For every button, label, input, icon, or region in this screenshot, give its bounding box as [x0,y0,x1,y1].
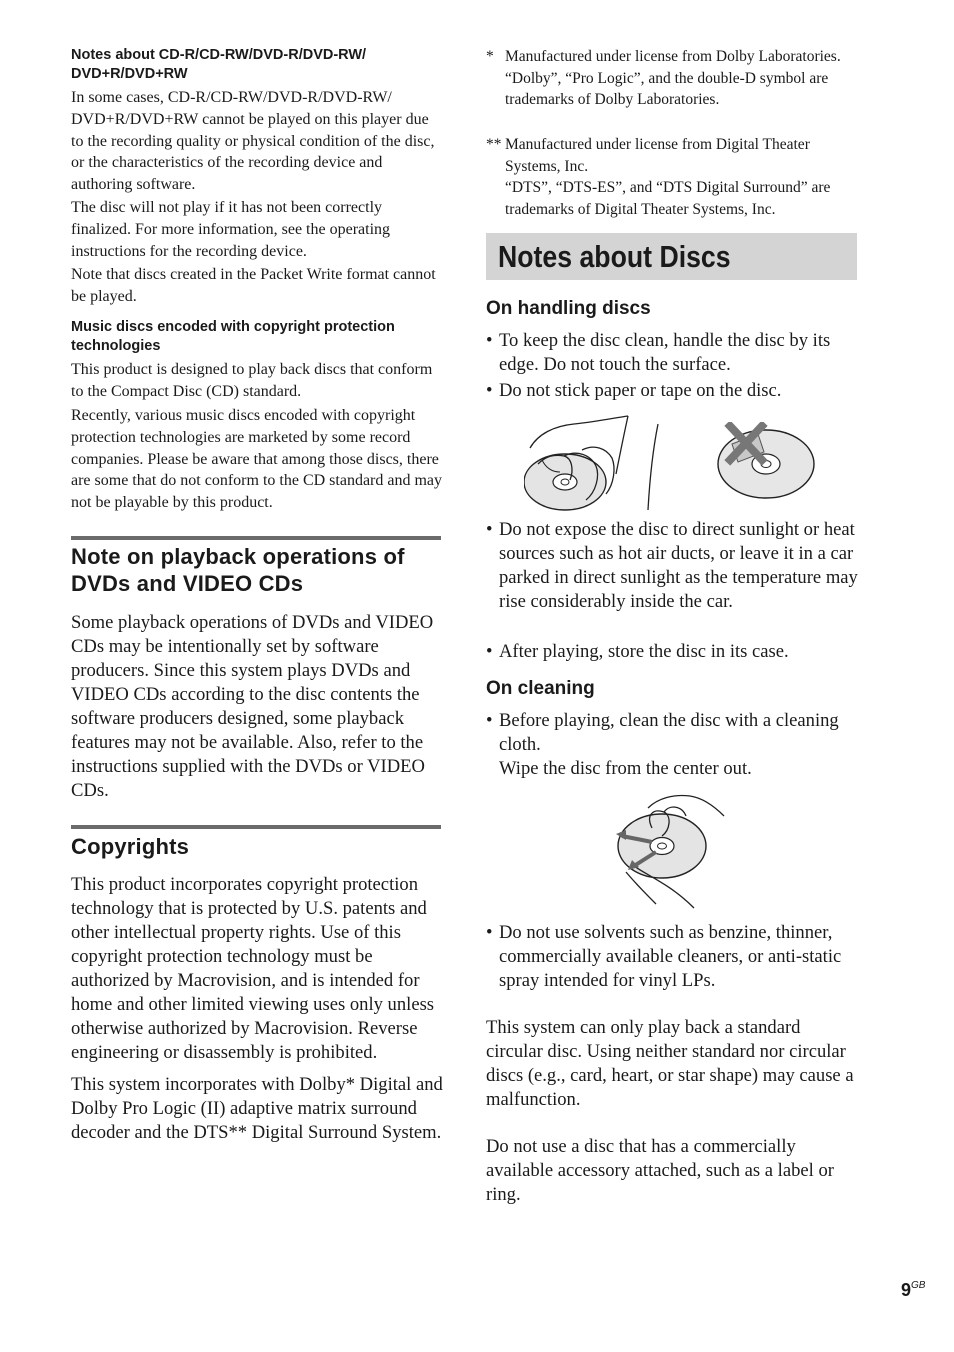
playback-paragraph: Some playback operations of DVDs and VIDEO CDs may be intentionally set by software producers. Since this system plays DVDs and VIDEO CDs according to the disc contents the software producers designed, some playback features may not be available. Also, refer to the instructions supplied with the DVDs or VIDEO CDs. [71,612,434,801]
bullet-symbol: • [486,380,493,401]
disc-cleaning-illustration [612,794,732,910]
footnote-dts [486,134,858,222]
page-number: $9^{GB}$ [901,1280,926,1300]
disc-with-tape-prohibited-illustration [716,422,816,500]
notes-cdr-paragraph-3: Note that discs created in the Packet Write format cannot be played. [71,266,436,305]
footnote-dolby [486,46,858,132]
bullet-text: To keep the disc clean, handle the disc by its edge. Do not touch the surface. [499,330,831,375]
copyrights-paragraph-1: This product incorporates copyright protection technology that is protected by U.S. patents and other intellectual property rights. Use of this copyright protection technology must be authorized by Macrovision, and is intended for home and other limited viewing uses only unless otherwise authorized by Macrovision. Reverse engineering or disassembly is prohibited. [71,874,435,1063]
footnote-mark: * [486,48,494,65]
notes-cdr-paragraph-1: In some cases, CD-R/CD-RW/DVD-R/DVD-RW/ DVD+R/DVD+RW cannot be played on this player due to the recording quality or physical condition of the disc, or the characteristics of the recording device and authoring software. [71,89,435,194]
discs-title-banner [486,233,857,280]
footnote-text: Manufactured under license from Digital Theater Systems, Inc. “DTS”, “DTS-ES”, and “DTS Digital Surround” are trademarks of Digital Theater Systems, Inc. [505,136,831,218]
notes-cdr-heading: Notes about CD-R/CD-RW/DVD-R/DVD-RW/ DVD+R/DVD+RW [71,47,367,82]
bullet-text: Do not stick paper or tape on the disc. [499,380,782,401]
playback-section-heading: Note on playback operations of DVDs and VIDEO CDs [71,544,405,596]
bullet-symbol: • [486,519,493,540]
copyrights-paragraph-2: This system incorporates with Dolby* Digital and Dolby Pro Logic (II) adaptive matrix surround decoder and the DTS** Digital Surround System. [71,1074,443,1143]
bullet-text: Do not expose the disc to direct sunlight or heat sources such as hot air ducts, or leave it in a car parked in direct sunlight as the temperature may rise considerably inside the car. [499,519,858,612]
circular-disc-paragraph: This system can only play back a standard circular disc. Using neither standard nor circular discs (e.g., card, heart, or star shape) may cause a malfunction. [486,1017,854,1110]
copyrights-section-rule [71,825,441,829]
bullet-text: After playing, store the disc in its case. [499,641,789,662]
bullet-symbol: • [486,922,493,943]
bullet-symbol: • [486,330,493,351]
footnote-text: Manufactured under license from Dolby Laboratories. “Dolby”, “Pro Logic”, and the double-D symbol are trademarks of Dolby Laboratories. [505,48,841,109]
discs-title: Notes about Discs [498,239,731,274]
bullet-text: Before playing, clean the disc with a cleaning cloth. Wipe the disc from the center out. [499,710,839,779]
music-discs-paragraph-2: Recently, various music discs encoded with copyright protection technologies are marketed by some record companies. Please be aware that among those discs, there are some that do not conform to the CD standard and may not be playable by this product. [71,407,443,512]
handling-heading: On handling discs [486,298,651,319]
bullet-symbol: • [486,641,493,662]
bullet-text: Do not use solvents such as benzine, thinner, commercially available cleaners, or anti-static spray intended for vinyl LPs. [499,922,842,991]
music-discs-paragraph-1: This product is designed to play back discs that conform to the Compact Disc (CD) standard. [71,361,433,400]
page-suffix: GB [911,1280,926,1291]
bullet-symbol: • [486,710,493,731]
footnote-mark: ** [486,136,502,153]
cleaning-heading: On cleaning [486,678,595,699]
music-discs-heading: Music discs encoded with copyright protection technologies [71,319,395,354]
hand-holding-disc-illustration [524,414,664,512]
copyrights-heading: Copyrights [71,834,190,859]
playback-section-rule [71,536,441,540]
accessory-paragraph: Do not use a disc that has a commercially available accessory attached, such as a label or ring. [486,1136,834,1205]
notes-cdr-paragraph-2: The disc will not play if it has not been correctly finalized. For more information, see the operating instructions for the recording device. [71,199,391,260]
